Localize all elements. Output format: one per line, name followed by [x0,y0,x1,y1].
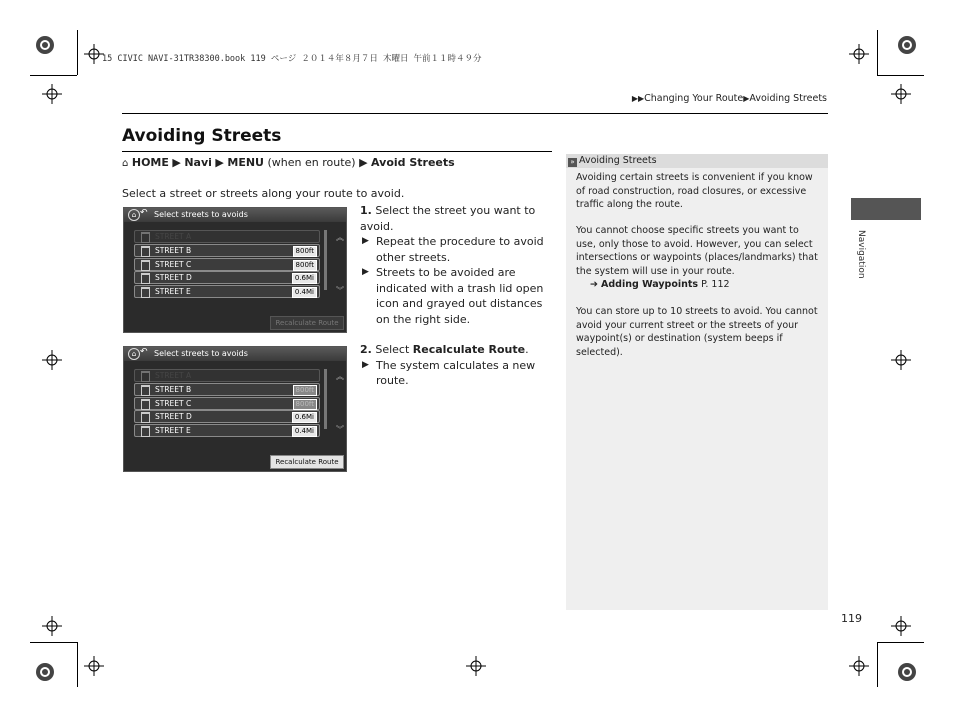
home-key-icon: ⌂ [122,158,129,169]
home-icon: ⌂ [128,209,140,221]
screen-title: Select streets to avoids [154,349,248,358]
crosshair-mark-icon [849,44,869,64]
list-item: STREET D 0.6Mi [134,271,320,284]
intro-text: Select a street or streets along your route to avoid. [122,187,405,200]
breadcrumb: ▶▶Changing Your Route▶Avoiding Streets [631,93,827,104]
scroll-down-icon: ︾ [336,425,344,434]
crosshair-mark-icon [42,84,62,104]
screenshot-recalculate [123,346,347,472]
scroll-up-icon: ︽ [336,372,344,381]
back-icon: ↶ [140,208,148,218]
crosshair-mark-icon [84,656,104,676]
list-item: STREET E 0.4Mi [134,285,320,298]
registration-mark-icon [35,35,55,55]
recalculate-route-button: Recalculate Route [270,316,344,330]
list-item: STREET B 800ft [134,383,320,396]
list-item: STREET E 0.4Mi [134,424,320,437]
screenshot-select-streets [123,207,347,333]
crosshair-mark-icon [466,656,486,676]
note-icon: » [568,158,577,167]
trash-icon [141,371,150,382]
trash-icon [141,287,150,298]
notes-sidebar [566,154,828,610]
section-label: Navigation [856,230,866,279]
sidebar-paragraph: You can store up to 10 streets to avoid. You cannot avoid your current street or the streets of your waypoint(s) or destination (system beeps if selected). [576,306,818,358]
scroll-up-icon: ︽ [336,233,344,242]
section-tab [851,198,921,220]
registration-mark-icon [35,662,55,682]
crosshair-mark-icon [891,84,911,104]
title-rule [122,151,552,152]
crosshair-mark-icon [42,616,62,636]
registration-mark-icon [897,662,917,682]
scroll-down-icon: ︾ [336,286,344,295]
sidebar-reference[interactable]: ➔ Adding Waypoints P. 112 [590,279,730,290]
scrollbar [324,369,327,429]
home-icon: ⌂ [128,348,140,360]
trash-icon [141,412,150,423]
list-item: STREET B 800ft [134,244,320,257]
breadcrumb-item[interactable]: Changing Your Route [644,93,744,104]
list-item: STREET D 0.6Mi [134,410,320,423]
trash-icon [141,273,150,284]
trash-icon [141,260,150,271]
step-2: 2. Select Recalculate Route. ▶ The system calculates a new route. [360,343,536,387]
breadcrumb-item[interactable]: Avoiding Streets [749,93,827,104]
page-title: Avoiding Streets [122,126,282,146]
reference-arrow-icon: ➔ [590,279,598,290]
list-item: STREET C 800ft [134,397,320,410]
list-item: STREET A [134,230,320,243]
trash-open-icon [141,399,150,410]
nav-path: ⌂ HOME ▶ Navi ▶ MENU (when en route) ▶ Avoid Streets [122,156,455,169]
list-item: STREET C 800ft [134,258,320,271]
list-item: STREET A [134,369,320,382]
crosshair-mark-icon [42,350,62,370]
crosshair-mark-icon [891,350,911,370]
triangle-bullet-icon: ▶ [362,359,369,370]
sidebar-paragraph: Avoiding certain streets is convenient if you know of road construction, road closures, or excessive traffic along the route. [576,172,813,210]
triangle-bullet-icon: ▶ [362,236,369,246]
sidebar-paragraph: You cannot choose specific streets you want to use, only those to avoid. However, you can select intersections or waypoints (places/landmarks) that the system will use in your route. [576,225,818,277]
trash-open-icon [141,385,150,396]
step-1: 1. Select the street you want to avoid. ▶ Repeat the procedure to avoid other streets. ▶ Streets to be avoided are indicated with a trash lid open icon and grayed out distances on the right side. [360,204,544,326]
crosshair-mark-icon [84,44,104,64]
scrollbar [324,230,327,290]
registration-mark-icon [897,35,917,55]
crosshair-mark-icon [849,656,869,676]
crosshair-mark-icon [891,616,911,636]
back-icon: ↶ [140,347,148,357]
header-rule [122,113,828,114]
trash-icon [141,426,150,437]
trash-icon [141,232,150,243]
print-header: 15 CIVIC NAVI-31TR38300.book 119 ページ ２０１４年８月７日 木曜日 午前１１時４９分 [102,54,482,64]
recalculate-route-button: Recalculate Route [270,455,344,469]
triangle-bullet-icon: ▶ [362,267,369,277]
screen-title: Select streets to avoids [154,210,248,219]
trash-icon [141,246,150,257]
sidebar-header: » Avoiding Streets [566,154,828,168]
page-number: 119 [841,612,862,625]
